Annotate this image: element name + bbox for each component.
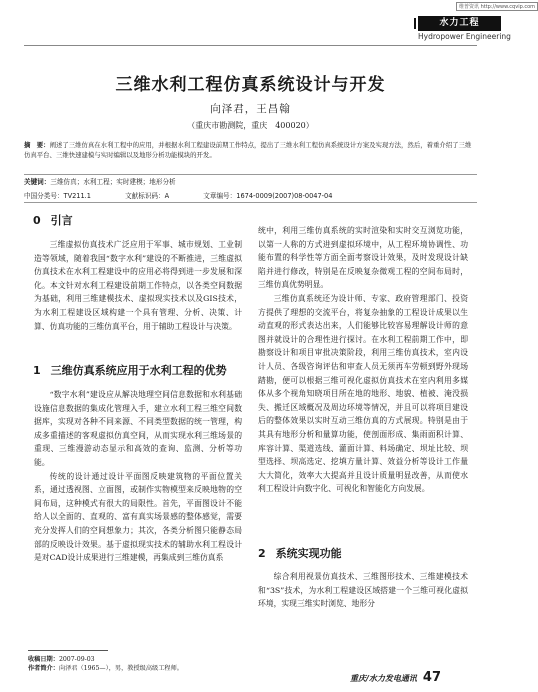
classification-line [24, 190, 477, 200]
page-number: 47 [422, 670, 442, 685]
header-rule [24, 45, 477, 46]
section-1-heading [33, 362, 227, 378]
section-2-heading [258, 545, 342, 561]
received-value: 2007-09-03 [58, 656, 95, 663]
author-bio-label: 作者简介： [28, 665, 59, 672]
paper-authors: 向泽君，王昌翰 [210, 103, 291, 115]
keywords [24, 178, 477, 187]
paper-affiliation: （重庆市勘测院，重庆 400020） [187, 121, 314, 130]
received-date [28, 655, 183, 664]
paper-title: 三维水利工程仿真系统设计与开发 [115, 75, 386, 95]
author-bio-text: 向泽君（1965—），男，教授级高级工程师。 [58, 665, 183, 672]
watermark: 维普资讯 http://www.cqvip.com [456, 2, 538, 11]
intro-paragraph: 三维虚拟仿真技术广泛应用于军事、城市规划、工业制造等领域，随着我国“数字水利”建设的不断推进，三维虚拟仿真技术在水利工程建设中的应用必将得到进一步发展和深化。本文针对水利工程建设前期工作特点，以各类空间数据为基础，利用三维建模技术、虚拟现实技术以及GIS技术，为水利工程建设区域构建一个具有管理、分析、决策、计算、仿真功能的三维仿真平台，用于辅助工程设计与决策。 [34, 240, 242, 331]
continued-paragraph: 统中，利用三维仿真系统的实时渲染和实时交互浏览功能，以第一人称的方式进到虚拟环境中，从工程环境协调性、功能布置的科学性等方面全面考察设计效果，及时发现设计缺陷并进行修改，特别是在反映复杂微观工程的空间布局时，三维仿真优势明显。 [258, 226, 468, 290]
keywords-text: 三维仿真；水利工程；实时建模；地形分析 [50, 178, 176, 186]
section-0-number: 0 [33, 214, 41, 227]
abstract-rule [24, 174, 477, 175]
section-1-number: 1 [33, 364, 41, 377]
section-2-title: 系统实现功能 [275, 547, 342, 560]
left-column-intro [34, 238, 242, 333]
abstract-label: 摘 要： [24, 141, 50, 149]
footnote [28, 655, 183, 673]
clc-number: 中国分类号：TV211.1 [24, 192, 91, 200]
doc-code: 文献标识码：A [125, 192, 170, 200]
section-2-number: 2 [258, 547, 266, 560]
left-column-body [34, 388, 242, 565]
section-1-title: 三维仿真系统应用于水利工程的优势 [50, 364, 227, 377]
right-column-body [258, 224, 468, 496]
section-0-heading [33, 212, 73, 228]
section-2-body [258, 570, 468, 611]
platform-paragraph: 三维仿真系统还为设计师、专家、政府管理部门、投资方提供了理想的交流平台，将复杂抽象的工程设计成果以生动直观的形式表达出来，人们能够比较容易理解设计师的意图并就设计的合理性进行探讨。在水利工程前期工作中，即勘察设计和项目审批决策阶段，利用三维仿真技术，室内设计人员、各级咨询评估和审查人员无须再车劳顿到野外现场踏勘，便可以根据三维可视化虚拟仿真技术在室内利用多媒体从多个视角知晓项目所在地的地形、地貌、植被、淹没损失、搬迁区域概况及周边环境等情况，并且可以将项目建设后的整体效果以实时互动三维仿真的方式展现。特别是由于其具有地形分析和量算功能，使剖面形成、集雨面积计算、库容计算、渠道选线、灌面计算、料场确定、坝址比较、坝型选择、坝高选定、挖填方量计算、效益分析等设计工作量大大简化，效率大大提高并且设计质量明显改善，从而使水利工程设计向数字化、可视化和智能化方向发展。 [258, 293, 468, 494]
article-number: 文章编号：1674-0009(2007)08-0047-04 [203, 192, 333, 200]
abstract-text: 阐述了三维仿真在水利工程中的应用，并根据水利工程建设前期工作特点，提出了三维水利工程仿真系统设计方案及实现方法，然后，着重介绍了三维仿真平台、三维快速建模与实时编辑以及地形分析功能模块的开发。 [24, 141, 472, 159]
section-2-paragraph: 综合利用视景仿真技术、三维图形技术、三维建模技术和“3S”技术，为水利工程建设区域搭建一个三维可视化虚拟环境，实现三维实时浏览、地形分 [258, 572, 468, 609]
footnote-rule [28, 650, 108, 651]
section-0-title: 引言 [50, 214, 73, 227]
section-1-paragraph-1: “数字水利”建设应从解决地理空间信息数据和水利基础设施信息数据的集成化管理入手，建立水利工程三维空间数据库，实现对各种不同来源、不同类型数据的统一管理，构成多重描述的客观虚拟仿真空间，从而实现水利三维场景的重现、三维漫游动态显示和高效的查询、监测、分析等功能。 [34, 390, 242, 467]
journal-badge: 水力工程 [418, 16, 501, 31]
received-label: 收稿日期： [28, 656, 59, 663]
abstract [24, 140, 477, 160]
journal-subtitle: Hydropower Engineering [418, 32, 511, 41]
page-footer [350, 666, 480, 685]
section-1-paragraph-2: 传统的设计通过设计平面图反映建筑物的平面位置关系，通过透视图、立面图，或制作实物模型来反映地物的空间布局，这种模式有很大的局限性。首先，平面图设计不能给人以全面的、直观的、富有真实场景感的整体感觉，需要充分发挥人们的空间想象力；其次，各类分析图只能静态局部的反映设计效果。基于虚拟现实技术的辅助水利工程设计是对CAD设计成果进行三维建模，再集成到三维仿真系 [34, 471, 242, 563]
author-bio [28, 664, 183, 673]
keywords-rule [24, 202, 477, 203]
footer-journal: 重庆/水力发电通讯 [350, 674, 417, 683]
keywords-label: 关键词： [24, 178, 51, 186]
